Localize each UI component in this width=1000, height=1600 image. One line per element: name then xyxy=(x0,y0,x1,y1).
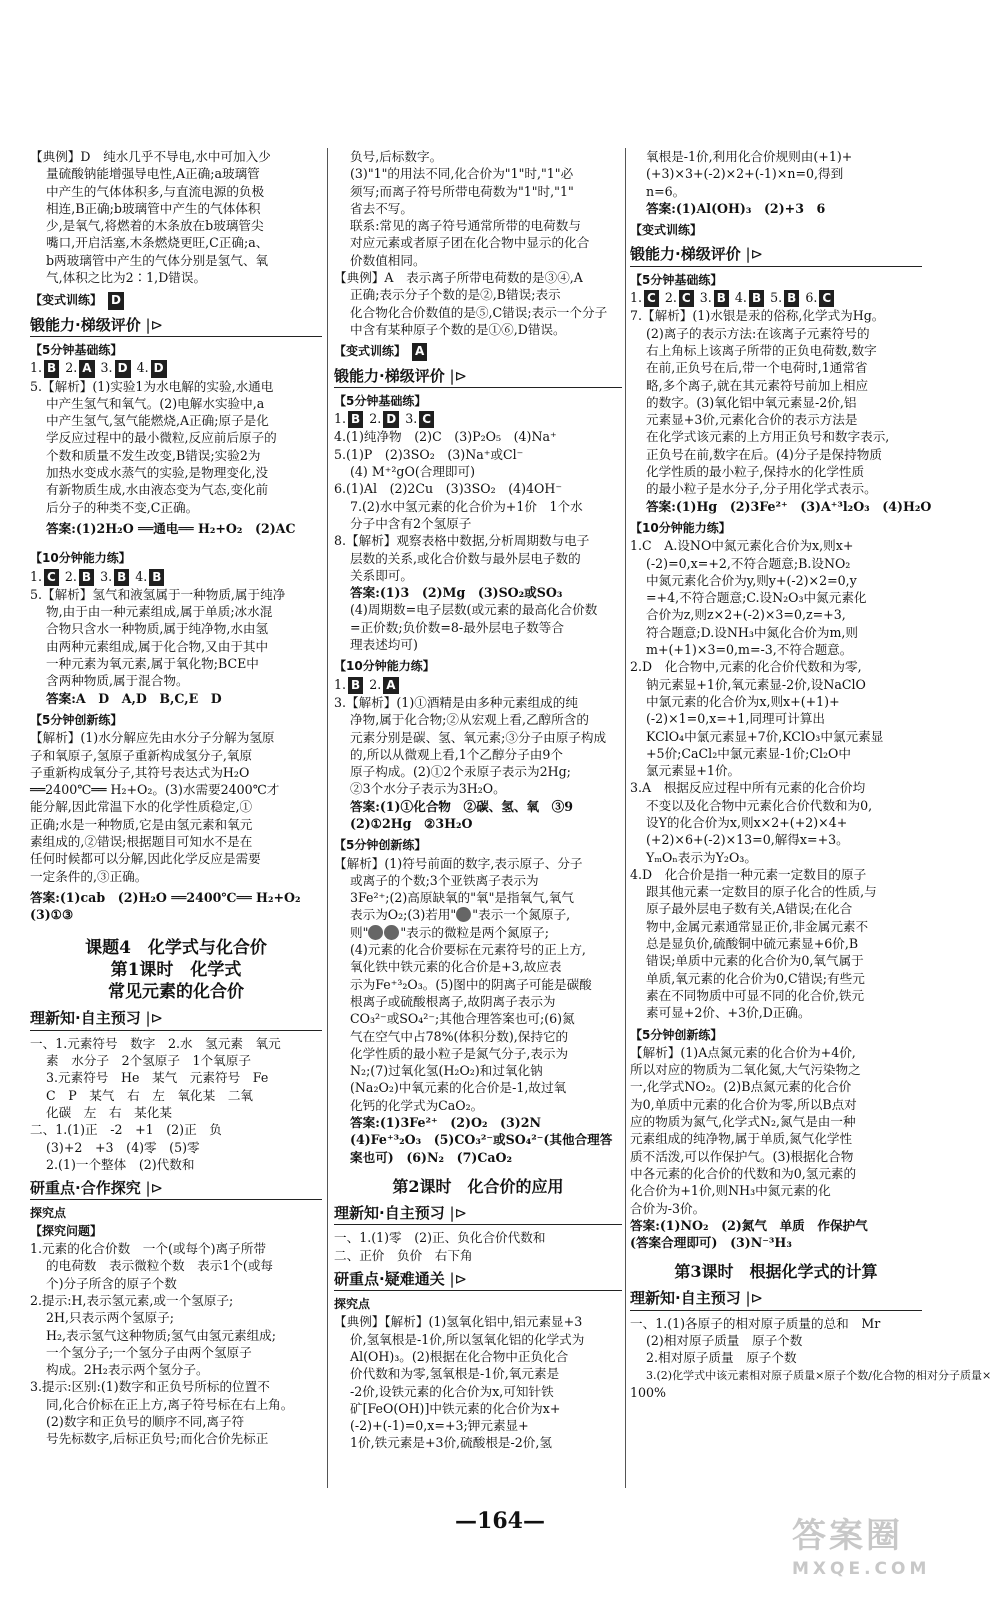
text-line: 量硫酸钠能增强导电性,A正确;a玻璃管 xyxy=(46,166,260,182)
column-1 xyxy=(30,148,322,1448)
text-line: 2.D 化合物中,元素的化合价代数和为零, xyxy=(630,659,862,675)
text-line: 中产生氢气和氧气。(2)电解水实验中,a xyxy=(46,395,265,411)
text-line: 元素组成的纯净物,属于单质,氮气化学性 xyxy=(630,1131,853,1147)
q-number: 3. xyxy=(100,360,113,376)
text-line: 【典例】【解析】(1)氢氧化铝中,铝元素显+3 xyxy=(334,1314,583,1330)
text-line: 钠元素显+1价,氧元素显-2价,设NaClO xyxy=(646,676,866,692)
text-line: C P 某气 右 左 氧化某 二氧 xyxy=(46,1087,254,1103)
subsection-label: 【5分钟基础练】 xyxy=(630,272,723,287)
text-line: 跟其他元素一定数目的原子化合的性质,与 xyxy=(646,884,877,900)
text-line: m+(+1)×3=0,m=-3,不符合题意。 xyxy=(646,642,853,658)
answer-badge: A xyxy=(79,360,94,377)
text-line: 加热水变成水蒸气的实验,是物理变化,没 xyxy=(46,465,269,481)
answer-badge: C xyxy=(644,290,659,307)
q-number: 1. xyxy=(334,676,347,692)
text-line: 联系:常见的离子符号通常所带的电荷数与 xyxy=(350,218,581,234)
text-line: 【解析】(1)A点氮元素的化合价为+4价, xyxy=(630,1044,856,1060)
answer-badge: A xyxy=(412,343,427,360)
answer-badge: B xyxy=(749,290,764,307)
text-line: 右上角标上该离子所带的正负电荷数,数字 xyxy=(646,342,877,358)
text-line: 为0,单质中元素的化合价为零,所以B点对 xyxy=(630,1096,857,1112)
text-line: 素 水分子 2个氢原子 1个氧原子 xyxy=(46,1053,251,1069)
text-line: 任何时候都可以分解,因此化学反应是需要 xyxy=(30,851,261,867)
text-line: 元素显+3价,元素化合价的表示方法是 xyxy=(646,412,858,428)
text-line: (2)数字和正负号的顺序不同,离子符 xyxy=(46,1414,245,1429)
subsection-label: 【10分钟能力练】 xyxy=(30,551,131,566)
subsection-label: 【10分钟能力练】 xyxy=(334,659,435,674)
issue-label: 【探究问题】 xyxy=(30,1223,103,1238)
text-line: (+2)×6+(-2)×13=0,解得x=+3。 xyxy=(646,832,849,848)
text-line: ②3个水分子表示为3H₂O。 xyxy=(350,781,506,797)
lesson-title: 第1课时 化学式 xyxy=(110,960,242,981)
answer-line: 答案:(1)①化合物 ②碳、氢、氧 ③9 xyxy=(350,798,573,814)
text-line: 正确;表示分子个数的是②,B错误;表示 xyxy=(350,287,561,303)
answer-line: 答案:(1)3 (2)Mg (3)SO₂或SO₃ xyxy=(350,585,563,601)
text-line: ══2400℃══ H₂+O₂。(3)水需要2400℃才 xyxy=(30,782,280,798)
q-number: 3. xyxy=(405,411,418,427)
subsection-label: 【5分钟基础练】 xyxy=(334,393,427,408)
text-line: 素可显+2价、+3价,D正确。 xyxy=(646,1005,811,1021)
text-line: (+3)×3+(-2)×2+(-1)×n=0,得到 xyxy=(646,166,844,182)
subsection-label: 【5分钟创新练】 xyxy=(30,712,123,727)
section-heading: 理新知·自主预习 |⊳ xyxy=(630,1290,922,1310)
text-line: 5.【解析】氢气和液氢属于一种物质,属于纯净 xyxy=(30,586,286,602)
text-line: 气,体积之比为2∶1,D错误。 xyxy=(46,270,207,286)
text-fragment: "表示的微粒是两个氮原子; xyxy=(400,924,549,940)
text-line: 构成。2H₂表示两个氢分子。 xyxy=(46,1362,209,1378)
q-number: 2. xyxy=(369,676,382,692)
text-line: 总是显负价,硫酸铜中硫元素显+6价,B xyxy=(646,936,859,952)
text-line: 学反应过程中的最小微粒,反应前后原子的 xyxy=(46,430,277,446)
text-line: 所以对应的物质为二氧化氮,大气污染物之 xyxy=(630,1062,861,1078)
section-heading: 锻能力·梯级评价 |⊳ xyxy=(334,368,622,388)
answer-row xyxy=(630,289,922,307)
section-heading: 研重点·合作探究 |⊳ xyxy=(30,1180,322,1200)
text-line: 合物只含水一种物质,属于纯净物,水由氢 xyxy=(46,621,269,637)
text-line: 6.(1)Al (2)2Cu (3)3SO₂ (4)4OH⁻ xyxy=(334,481,563,497)
q-number: 1. xyxy=(30,360,43,376)
text-line: 的,所以从微观上看,1个乙醇分子由9个 xyxy=(350,746,563,762)
text-line: 的最小粒子是水分子,分子用化学式表示。 xyxy=(646,481,877,497)
variant-training xyxy=(630,221,922,239)
text-line: 5.【解析】(1)实验1为水电解的实验,水通电 xyxy=(30,378,274,394)
q-number: 4. xyxy=(135,568,148,584)
text-line: 个)分子所含的原子个数 xyxy=(46,1275,177,1291)
text-line: 不变以及化合物中元素化合价代数和为0, xyxy=(646,797,873,813)
answer-row xyxy=(30,568,322,586)
text-line: (-2)×1=0,x=+1,同理可计算出 xyxy=(646,711,826,727)
text-line: 价代数和为零,氢氧根是-1价,氧元素是 xyxy=(350,1366,560,1382)
text-line: 符合题意;D.设NH₃中氮化合价为m,则 xyxy=(646,624,859,640)
text-line: 的电荷数 表示微粒个数 表示1个(或每 xyxy=(46,1258,274,1274)
text-fragment: 则" xyxy=(350,924,369,940)
text-line: (3)+2 +3 (4)零 (5)零 xyxy=(46,1139,200,1155)
text-line: 化碳 左 右 某化某 xyxy=(46,1104,172,1120)
text-line: 子重新构成氧分子,其符号表达式为H₂O xyxy=(30,764,250,780)
text-line: 或离子的个数;3个亚铁离子表示为 xyxy=(350,872,539,888)
text-line: Al(OH)₃。(2)根据在化合物中正负化合 xyxy=(350,1349,569,1364)
variant-training xyxy=(30,291,322,309)
column-divider-1 xyxy=(327,148,328,1488)
column-divider-2 xyxy=(625,148,626,1488)
text-line: 负号,后标数字。 xyxy=(350,149,443,164)
text-line: 7.(2)水中氢元素的化合价为+1价 1个水 xyxy=(350,498,583,514)
text-line: 理表述均可) xyxy=(350,637,418,653)
lesson-title: 第2课时 化合价的应用 xyxy=(392,1176,564,1196)
text-line: n=6。 xyxy=(646,183,686,199)
answer-line: (3)①③ xyxy=(30,907,74,923)
q-number: 1. xyxy=(334,411,347,427)
text-line: 矿[FeO(OH)]中铁元素的化合价为x+ xyxy=(350,1400,561,1416)
text-line: 3Fe²⁺;(2)高原缺氧的"氧"是指氧气,氧气 xyxy=(350,890,575,906)
text-line: 一、1.(1)零 (2)正、负化合价代数和 xyxy=(334,1230,546,1246)
text-line: (-2)=0,x=+2,不符合题意;B.设NO₂ xyxy=(646,555,851,571)
text-line: 4.D 化合价是指一种元素一定数目的原子 xyxy=(630,866,867,882)
text-line: 一,化学式NO₂。(2)B点氮元素的化合价 xyxy=(630,1079,852,1095)
text-line: 有新物质生成,水由液态变为气态,变化前 xyxy=(46,482,269,498)
answer-line: (2)①2Hg ②3H₂O xyxy=(350,815,473,831)
text-line: 1.C A.设NO中氮元素化合价为x,则x+ xyxy=(630,538,854,554)
answer-badge: C xyxy=(44,569,59,586)
text-line: 原子构成。(2)①2个汞原子表示为2Hg; xyxy=(350,764,571,780)
text-line: 正负号在前,数字在后。(4)分子是保持物质 xyxy=(646,446,882,462)
text-line: 一种元素为氧元素,属于氧化物;BCE中 xyxy=(46,656,259,672)
text-line: (4)周期数=电子层数(或元素的最高化合价数 xyxy=(350,602,598,618)
subsection-label: 【5分钟创新练】 xyxy=(334,838,427,853)
text-line: 100% xyxy=(630,1384,667,1400)
text-line: 子和氧原子,氢原子重新构成氢分子,氧原 xyxy=(30,747,253,763)
answer-badge: D xyxy=(115,360,131,377)
text-line: YₘOₙ表示为Y₂O₃。 xyxy=(646,849,757,865)
text-line: (2)相对原子质量 原子个数 xyxy=(646,1333,803,1348)
text-line: 根离子或硫酸根离子,故阴离子表示为 xyxy=(350,993,556,1009)
text-line: 化合物化合价数值的是⑤,C错误;表示一个分子 xyxy=(350,304,608,320)
q-number: 2. xyxy=(369,411,382,427)
text-line: 一、1.(1)各原子的相对原子质量的总和 Mr xyxy=(630,1315,881,1331)
text-line: 应的物质为氮气,化学式N₂,氮气是由一种 xyxy=(630,1114,856,1130)
answer-badge: B xyxy=(114,569,129,586)
text-line: 略,多个离子,就在其元素符号前加上相应 xyxy=(646,377,869,393)
section-heading: 锻能力·梯级评价 |⊳ xyxy=(630,246,922,266)
text-line: 由两种元素组成,属于化合物,又由于其中 xyxy=(46,638,269,654)
text-line: 化学性质的最小粒子是氮气分子,表示为 xyxy=(350,1045,569,1061)
answer-line: (4)Fe⁺³₂O₃ (5)CO₃²⁻或SO₄²⁻(其他合理答 xyxy=(350,1132,613,1148)
q-number: 2. xyxy=(65,360,78,376)
variant-training-label: 【变式训练】 xyxy=(630,223,703,238)
text-line: 【解析】(1)符号前面的数字,表示原子、分子 xyxy=(334,855,583,871)
text-line: 3.元素符号 He 某气 元素符号 Fe xyxy=(46,1070,269,1086)
answer-line: 答案:(1)cab (2)H₂O ══2400℃══ H₂+O₂ xyxy=(30,889,301,905)
nitrogen-atom-icon xyxy=(456,907,471,922)
answer-badge: B xyxy=(714,290,729,307)
text-line: (3)"1"的用法不同,化合价为"1"时,"1"必 xyxy=(350,166,574,182)
answer-line: 答案:(1)Hg (2)3Fe²⁺ (3)A⁺³l₂O₃ (4)H₂O xyxy=(646,498,932,514)
nitrogen-atom-icon xyxy=(368,925,383,940)
answer-badge: C xyxy=(679,290,694,307)
text-line-with-atoms xyxy=(334,924,622,941)
q-number: 4. xyxy=(136,360,149,376)
text-line: -2价,设铁元素的化合价为x,可知针铁 xyxy=(350,1383,554,1399)
q-number: 1. xyxy=(630,290,643,306)
text-line: 素组成的,②错误;根据题目可知水不是在 xyxy=(30,833,253,849)
q-number: 3. xyxy=(699,290,712,306)
q-number: 4. xyxy=(734,290,747,306)
answer-line: (答案合理即可) (3)N⁻³H₃ xyxy=(630,1235,792,1251)
text-line: (2)离子的表示方法:在该离子元素符号的 xyxy=(646,325,870,341)
section-heading-text: 理新知·自主预习 xyxy=(334,1203,445,1222)
subsection-label: 【10分钟能力练】 xyxy=(630,520,731,535)
q-number: 2. xyxy=(64,568,77,584)
section-heading: 研重点·疑难通关 |⊳ xyxy=(334,1271,622,1291)
text-line: 【典例】D 纯水几乎不导电,水中可加入少 xyxy=(30,149,271,164)
text-line: 中含有某种原子个数的是①⑥,D错误。 xyxy=(350,321,566,337)
text-line: 8.【解析】观察表格中数据,分析周期数与电子 xyxy=(334,533,590,549)
text-line: 在化学式该元素的上方用正负号和数字表示, xyxy=(646,429,890,445)
text-line: 一、1.元素符号 数字 2.水 氢元素 氧元 xyxy=(30,1035,281,1051)
text-line: 少,是氧气,将燃着的木条放在b玻璃管尖 xyxy=(46,218,264,234)
text-line: 中产生氢气,氢气能燃烧,A正确;原子是化 xyxy=(46,413,269,429)
text-line: 同,化合价标在正上方,离子符号标在右上角。 xyxy=(46,1396,294,1412)
text-line: 示为Fe⁺³₂O₃。(5)图中的阴离子可能是碳酸 xyxy=(350,976,592,992)
text-line: 设Y的化合价为x,则x×2+(+2)×4+ xyxy=(646,814,848,830)
text-line: (4)元素的化合价要标在元素符号的正上方, xyxy=(350,942,586,958)
q-number: 6. xyxy=(805,290,818,306)
text-line: 化合价为+1价,则NH₃中氮元素的化 xyxy=(630,1183,831,1199)
text-line: 合价为-3价。 xyxy=(630,1200,706,1216)
text-line-with-atom xyxy=(334,906,622,923)
nitrogen-atom-icon xyxy=(384,925,399,940)
answer-badge: B xyxy=(348,677,363,694)
text-line: 中各元素的化合价的代数和为0,氢元素的 xyxy=(630,1165,857,1181)
section-heading-text: 理新知·自主预习 xyxy=(630,1289,741,1308)
answer-line: 答案:(1)3Fe²⁺ (2)O₂ (3)2N xyxy=(350,1115,542,1131)
text-line: 4.(1)纯净物 (2)C (3)P₂O₅ (4)Na⁺ xyxy=(334,429,557,445)
text-line: 【解析】(1)水分解应先由水分子分解为氢原 xyxy=(30,730,275,746)
text-line: 2.(1)一个整体 (2)代数和 xyxy=(46,1156,195,1172)
text-line: 2.相对原子质量 原子个数 xyxy=(646,1350,797,1366)
text-line: 质不活泼,可以作保护气。(3)根据化合物 xyxy=(630,1148,854,1164)
text-line: 2.提示:H,表示氢元素,或一个氢原子; xyxy=(30,1292,234,1308)
q-number: 2. xyxy=(664,290,677,306)
answer-line: 答案:(1)NO₂ (2)氮气 单质 作保护气 xyxy=(630,1217,868,1233)
text-line: 中产生的气体体积多,与直流电源的负极 xyxy=(46,183,265,199)
answer-row xyxy=(30,359,322,377)
text-line: 一定条件的,③正确。 xyxy=(30,868,148,884)
text-line: 化钙的化学式为CaO₂。 xyxy=(350,1097,484,1113)
text-line: 净物,属于化合物;②从宏观上看,乙醇所含的 xyxy=(350,712,589,728)
text-line: 1.元素的化合价数 一个(或每个)离子所带 xyxy=(30,1241,266,1257)
section-heading-text: 研重点·合作探究 xyxy=(30,1179,141,1198)
text-line: 中氯元素的化合价为x,则x+(+1)+ xyxy=(646,693,840,709)
text-line: 含两种物质,属于混合物。 xyxy=(46,673,189,689)
text-line: (-2)+(-1)=0,x=+3;钾元素显+ xyxy=(350,1418,529,1434)
column-3 xyxy=(630,148,992,1401)
answer-line: 答案:(1)2H₂O ══通电══ H₂+O₂ (2)AC xyxy=(46,520,296,536)
section-heading: 锻能力·梯级评价 |⊳ xyxy=(30,317,322,337)
text-line: N₂;(7)过氧化氢(H₂O₂)和过氧化钠 xyxy=(350,1063,543,1079)
lesson-title: 第3课时 根据化学式的计算 xyxy=(674,1262,878,1282)
text-line: 原子最外层电子数有关,A错误;在化合 xyxy=(646,901,853,917)
text-line: 正确;水是一种物质,它是由氢元素和氧元 xyxy=(30,816,253,832)
text-line: 关系即可。 xyxy=(350,567,413,583)
text-line: 个数和质量不发生改变,B错误;实验2为 xyxy=(46,447,261,463)
answer-badge: B xyxy=(784,290,799,307)
text-fragment: "表示一个氮原子, xyxy=(472,907,571,923)
answer-badge: B xyxy=(348,411,363,428)
page-number: —164— xyxy=(455,1508,545,1534)
text-line: 错误;单质中元素的化合价为0,氧气属于 xyxy=(646,953,864,969)
text-line: 【典例】A 表示离子所带电荷数的是③④,A xyxy=(334,270,583,286)
text-line: 相连,B正确;b玻璃管中产生的气体体积 xyxy=(46,200,261,216)
text-line: 价数值相同。 xyxy=(350,252,426,268)
text-line: H₂,表示氢气这种物质;氢气由氢元素组成; xyxy=(46,1327,277,1343)
watermark-url: MXQE.COM xyxy=(792,1559,931,1579)
variant-training-label: 【变式训练】 xyxy=(334,344,407,359)
answer-line: 答案:A D A,D B,C,E D xyxy=(46,690,222,706)
text-line: 价,氢氧根是-1价,所以氢氧化铝的化学式为 xyxy=(350,1331,585,1347)
variant-training xyxy=(334,342,622,360)
answer-badge: B xyxy=(79,569,94,586)
text-line: 5.(1)P (2)3SO₂ (3)Na⁺或Cl⁻ xyxy=(334,446,524,462)
variant-training-label: 【变式训练】 xyxy=(30,293,103,308)
section-heading-text: 锻能力·梯级评价 xyxy=(30,315,141,334)
answer-line: 答案:(1)Al(OH)₃ (2)+3 6 xyxy=(646,200,826,216)
text-line: 层数的关系,或化合价数与最外层电子数的 xyxy=(350,550,581,566)
text-line: 氯元素显+1价。 xyxy=(646,763,741,779)
text-line: 须写;而离子符号所带电荷数为"1"时,"1" xyxy=(350,183,574,199)
section-heading-text: 锻能力·梯级评价 xyxy=(334,366,445,385)
answer-badge: B xyxy=(149,569,164,586)
text-line: 对应元素或者原子团在化合物中显示的化合 xyxy=(350,235,590,251)
q-number: 1. xyxy=(30,568,43,584)
text-line: 1价,铁元素是+3价,硫酸根是-2价,氢 xyxy=(350,1435,552,1451)
text-fragment: 表示为O₂;(3)若用" xyxy=(350,907,457,923)
text-line: 在前,正负号在后,带一个电荷时,1通常省 xyxy=(646,360,868,376)
text-line: +5价;CaCl₂中氯元素显-1价;Cl₂O中 xyxy=(646,745,851,761)
answer-badge: C xyxy=(419,411,434,428)
column-2 xyxy=(334,148,622,1452)
explore-label: 探究点 xyxy=(334,1297,371,1312)
topic-title: 课题4 化学式与化合价 xyxy=(85,938,267,959)
text-line: 二、正价 负价 右下角 xyxy=(334,1247,473,1263)
q-number: 5. xyxy=(770,290,783,306)
text-line: 气在空气中占78%(体积分数),保持它的 xyxy=(350,1028,569,1044)
section-heading: 理新知·自主预习 |⊳ xyxy=(334,1205,622,1225)
text-line: 中氮元素化合价为y,则y+(-2)×2=0,y xyxy=(646,572,857,588)
text-line: 号先标数字,后标正负号;而化合价先标正 xyxy=(46,1431,269,1447)
explore-label: 探究点 xyxy=(30,1206,67,1221)
text-line: 的数字。(3)氧化铝中氧元素显-2价,铝 xyxy=(646,394,857,410)
text-line: 7.【解析】(1)水银是汞的俗称,化学式为Hg。 xyxy=(630,308,885,324)
text-line: =正价数;负价数=8-最外层电子数等合 xyxy=(350,619,564,635)
text-line: b两玻璃管中产生的气体分别是氢气、氧 xyxy=(46,252,269,268)
section-heading-text: 研重点·疑难通关 xyxy=(334,1269,445,1288)
text-line: =+4,不符合题意;C.设N₂O₃中氮元素化 xyxy=(646,590,867,606)
text-line: 分子中含有2个氢原子 xyxy=(350,515,472,531)
section-heading: 理新知·自主预习 |⊳ xyxy=(30,1010,322,1030)
subsection-label: 【5分钟创新练】 xyxy=(630,1027,723,1042)
text-line: 3.提示:区别:(1)数字和正负号所标的位置不 xyxy=(30,1379,270,1395)
text-line: 后分子的种类不变,C正确。 xyxy=(46,499,199,515)
answer-row xyxy=(334,676,622,694)
text-line: KClO₄中氯元素显+7价,KClO₃中氯元素显 xyxy=(646,728,884,744)
answer-row xyxy=(334,410,622,428)
text-line: CO₃²⁻或SO₄²⁻;其他合理答案也可;(6)氮 xyxy=(350,1011,575,1027)
section-heading-text: 理新知·自主预习 xyxy=(30,1009,141,1028)
subsection-label: 【5分钟基础练】 xyxy=(30,342,123,357)
text-line: 3.【解析】(1)①酒精是由多种元素组成的纯 xyxy=(334,694,578,710)
answer-badge: D xyxy=(151,360,167,377)
watermark-title: 答案圈 xyxy=(792,1516,903,1556)
text-line: 2H,只表示两个氢原子; xyxy=(46,1310,174,1326)
text-line: 氧化铁中铁元素的化合价是+3,故应表 xyxy=(350,959,562,975)
text-line: 氧根是-1价,利用化合价规则由(+1)+ xyxy=(646,149,853,164)
text-line: 3.A 根据反应过程中所有元素的化合价均 xyxy=(630,780,866,796)
text-line: 二、1.(1)正 -2 +1 (2)正 负 xyxy=(30,1122,222,1138)
text-line: 一个氢分子;一个氢分子由两个氢原子 xyxy=(46,1344,252,1360)
answer-badge: A xyxy=(383,677,398,694)
text-line: 物中,金属元素通常显正价,非金属元素不 xyxy=(646,918,869,934)
formula-line: 3.(2)化学式中该元素相对原子质量×原子个数/化合物的相对分子质量× xyxy=(646,1368,992,1382)
answer-badge: B xyxy=(44,360,59,377)
text-line: 能分解,因此常温下水的化学性质稳定,① xyxy=(30,799,253,815)
text-line: 合价为z,则z×2+(-2)×3=0,z=+3, xyxy=(646,607,846,623)
text-line: 单质,氧元素的化合价为0,C错误;有些元 xyxy=(646,970,865,986)
text-line: (Na₂O₂)中氧元素的化合价是-1,故过氧 xyxy=(350,1080,567,1096)
text-line: 元素分别是碳、氢、氧元素;③分子由原子构成 xyxy=(350,729,607,745)
text-line: 省去不写。 xyxy=(350,200,413,216)
section-heading-text: 锻能力·梯级评价 xyxy=(630,245,741,264)
text-line: 化学性质的最小粒子,保持水的化学性质 xyxy=(646,464,865,480)
text-line: 物,由于由一种元素组成,属于单质;冰水混 xyxy=(46,604,273,620)
answer-line: 案也可) (6)N₂ (7)CaO₂ xyxy=(350,1149,512,1165)
answer-badge: C xyxy=(819,290,834,307)
text-line: 素在不同物质中可显不同的化合价,铁元 xyxy=(646,987,865,1003)
text-line: 嘴口,开启活塞,木条燃烧更旺,C正确;a、 xyxy=(46,235,269,251)
text-line: (4) M⁺²gO(合理即可) xyxy=(350,464,476,480)
answer-badge: D xyxy=(383,411,399,428)
lesson-subtitle: 常见元素的化合价 xyxy=(108,982,244,1003)
q-number: 3. xyxy=(100,568,113,584)
answer-badge: D xyxy=(108,292,124,309)
watermark-logo xyxy=(792,1508,982,1590)
